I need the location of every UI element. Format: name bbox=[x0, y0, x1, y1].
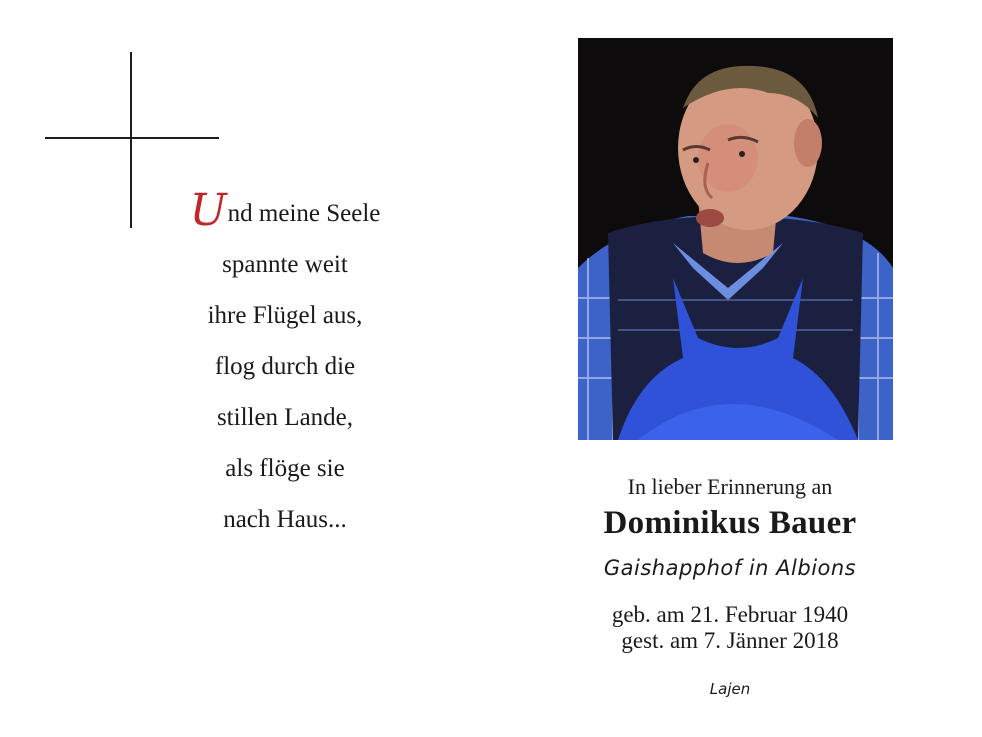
poem-line-1 bbox=[150, 185, 420, 239]
portrait-illustration bbox=[578, 38, 893, 440]
poem bbox=[150, 185, 420, 545]
memorial-intro: In lieber Erinnerung an bbox=[627, 474, 833, 499]
poem-line-1-text: nd meine Seele bbox=[227, 200, 381, 227]
farm-place: Gaishapphof in Albions bbox=[603, 556, 857, 580]
poem-line: als flöge sie bbox=[225, 455, 345, 482]
cross-icon-vertical bbox=[130, 52, 132, 228]
portrait-photo bbox=[578, 38, 893, 440]
poem-line: nach Haus... bbox=[223, 506, 347, 533]
poem-drop-letter: U bbox=[189, 185, 227, 236]
poem-line: spannte weit bbox=[222, 251, 348, 278]
death-date: gest. am 7. Jänner 2018 bbox=[621, 628, 839, 653]
deceased-name: Dominikus Bauer bbox=[603, 505, 857, 541]
poem-line: stillen Lande, bbox=[216, 404, 354, 431]
town-name: Lajen bbox=[709, 680, 751, 698]
poem-line: flog durch die bbox=[214, 353, 356, 380]
cross-icon-horizontal bbox=[45, 137, 219, 139]
birth-date: geb. am 21. Februar 1940 bbox=[611, 602, 849, 627]
poem-line: ihre Flügel aus, bbox=[207, 302, 363, 329]
